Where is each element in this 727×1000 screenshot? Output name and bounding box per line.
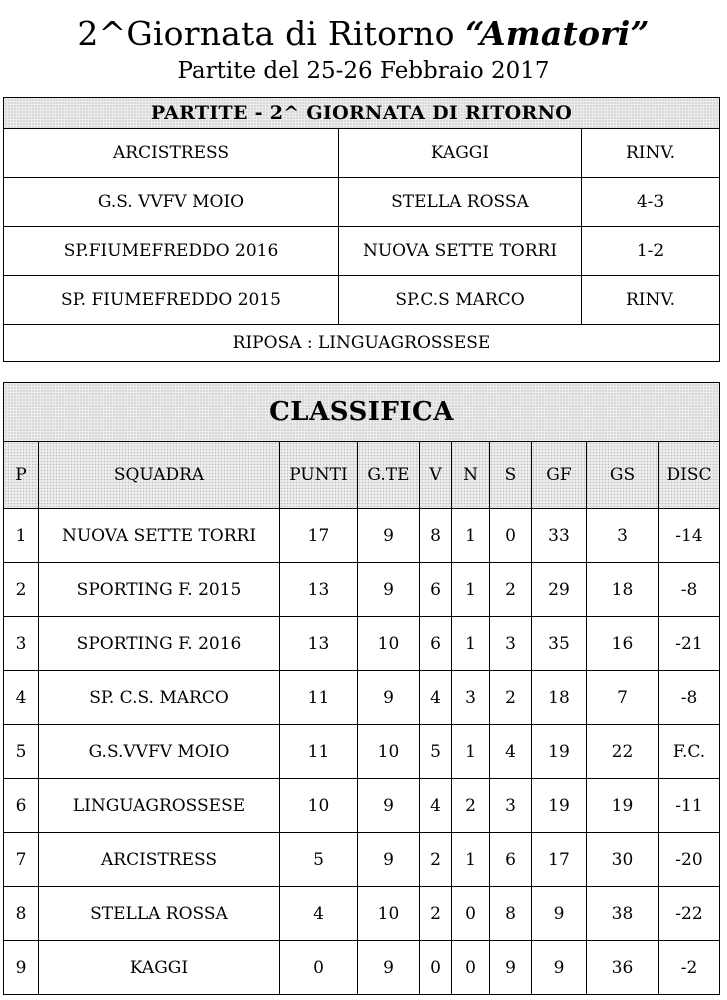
- standing-position: 8: [4, 887, 39, 941]
- page-title: [0, 14, 727, 53]
- standing-disc: -14: [659, 509, 720, 563]
- standing-team: SP. C.S. MARCO: [39, 671, 280, 725]
- match-away: KAGGI: [339, 129, 582, 178]
- standing-goals-against: 30: [587, 833, 659, 887]
- standing-played: 9: [358, 563, 420, 617]
- standing-draws: 1: [452, 725, 490, 779]
- match-row: [4, 227, 720, 276]
- col-header-goals-against: GS: [587, 442, 659, 509]
- standing-position: 4: [4, 671, 39, 725]
- standing-played: 10: [358, 725, 420, 779]
- standings-title: CLASSIFICA: [4, 383, 720, 442]
- standing-wins: 6: [420, 617, 452, 671]
- standing-points: 11: [280, 671, 358, 725]
- standings-row: [4, 779, 720, 833]
- col-header-disc: DISC: [659, 442, 720, 509]
- standing-position: 9: [4, 941, 39, 995]
- standing-disc: -20: [659, 833, 720, 887]
- standings-row: [4, 887, 720, 941]
- standing-played: 9: [358, 509, 420, 563]
- standing-draws: 1: [452, 509, 490, 563]
- match-home: SP. FIUMEFREDDO 2015: [4, 276, 339, 325]
- match-row: [4, 129, 720, 178]
- match-result: RINV.: [582, 276, 720, 325]
- standing-team: SPORTING F. 2015: [39, 563, 280, 617]
- matches-table: [3, 97, 720, 362]
- col-header-wins: V: [420, 442, 452, 509]
- standings-column-headers: [4, 442, 720, 509]
- standing-team: SPORTING F. 2016: [39, 617, 280, 671]
- standing-losses: 8: [490, 887, 532, 941]
- standings-table: [3, 382, 720, 995]
- standing-goals-for: 29: [532, 563, 587, 617]
- match-home: ARCISTRESS: [4, 129, 339, 178]
- match-away: STELLA ROSSA: [339, 178, 582, 227]
- standing-position: 1: [4, 509, 39, 563]
- standing-played: 9: [358, 833, 420, 887]
- standing-disc: -8: [659, 563, 720, 617]
- standing-points: 17: [280, 509, 358, 563]
- standing-points: 13: [280, 563, 358, 617]
- standings-row: [4, 725, 720, 779]
- standing-wins: 4: [420, 671, 452, 725]
- standing-team: ARCISTRESS: [39, 833, 280, 887]
- standing-wins: 2: [420, 833, 452, 887]
- standings-title-row: [4, 383, 720, 442]
- standing-points: 0: [280, 941, 358, 995]
- standing-played: 10: [358, 887, 420, 941]
- standing-goals-against: 19: [587, 779, 659, 833]
- col-header-position: P: [4, 442, 39, 509]
- standing-played: 9: [358, 671, 420, 725]
- standing-goals-for: 18: [532, 671, 587, 725]
- standing-disc: F.C.: [659, 725, 720, 779]
- standing-points: 11: [280, 725, 358, 779]
- standings-row: [4, 563, 720, 617]
- standing-draws: 1: [452, 563, 490, 617]
- standing-played: 9: [358, 779, 420, 833]
- title-main: 2^Giornata di Ritorno: [77, 14, 466, 53]
- standing-points: 5: [280, 833, 358, 887]
- standing-team: LINGUAGROSSESE: [39, 779, 280, 833]
- standings-row: [4, 671, 720, 725]
- standing-goals-for: 19: [532, 779, 587, 833]
- col-header-losses: S: [490, 442, 532, 509]
- standing-goals-against: 16: [587, 617, 659, 671]
- match-away: SP.C.S MARCO: [339, 276, 582, 325]
- standing-draws: 1: [452, 833, 490, 887]
- match-row: [4, 178, 720, 227]
- standing-losses: 0: [490, 509, 532, 563]
- matches-title: PARTITE - 2^ GIORNATA DI RITORNO: [4, 98, 720, 129]
- standing-draws: 3: [452, 671, 490, 725]
- standing-goals-against: 3: [587, 509, 659, 563]
- standings-row: [4, 509, 720, 563]
- standing-losses: 3: [490, 779, 532, 833]
- standing-played: 9: [358, 941, 420, 995]
- match-result: 1-2: [582, 227, 720, 276]
- standing-draws: 1: [452, 617, 490, 671]
- standing-disc: -2: [659, 941, 720, 995]
- standing-disc: -8: [659, 671, 720, 725]
- standing-goals-for: 19: [532, 725, 587, 779]
- standing-goals-for: 17: [532, 833, 587, 887]
- rest-team: RIPOSA : LINGUAGROSSESE: [4, 325, 720, 362]
- page-subtitle: Partite del 25-26 Febbraio 2017: [177, 58, 550, 84]
- standing-goals-against: 18: [587, 563, 659, 617]
- standing-draws: 2: [452, 779, 490, 833]
- standing-disc: -11: [659, 779, 720, 833]
- match-result: RINV.: [582, 129, 720, 178]
- standing-goals-for: 9: [532, 941, 587, 995]
- match-home: SP.FIUMEFREDDO 2016: [4, 227, 339, 276]
- standing-draws: 0: [452, 941, 490, 995]
- standing-wins: 8: [420, 509, 452, 563]
- standings-rows: [4, 509, 720, 995]
- standing-goals-for: 33: [532, 509, 587, 563]
- title-emphasis: “Amatori”: [465, 14, 650, 53]
- standing-points: 13: [280, 617, 358, 671]
- col-header-points: PUNTI: [280, 442, 358, 509]
- standing-position: 6: [4, 779, 39, 833]
- standing-position: 3: [4, 617, 39, 671]
- standing-disc: -22: [659, 887, 720, 941]
- matches-header-row: [4, 98, 720, 129]
- standing-wins: 0: [420, 941, 452, 995]
- standings-row: [4, 617, 720, 671]
- standing-goals-against: 38: [587, 887, 659, 941]
- standing-goals-against: 36: [587, 941, 659, 995]
- standing-position: 5: [4, 725, 39, 779]
- standing-losses: 2: [490, 563, 532, 617]
- match-away: NUOVA SETTE TORRI: [339, 227, 582, 276]
- standing-position: 7: [4, 833, 39, 887]
- col-header-goals-for: GF: [532, 442, 587, 509]
- standing-points: 10: [280, 779, 358, 833]
- standing-played: 10: [358, 617, 420, 671]
- standings-row: [4, 833, 720, 887]
- standing-goals-for: 9: [532, 887, 587, 941]
- col-header-played: G.TE: [358, 442, 420, 509]
- standing-goals-against: 7: [587, 671, 659, 725]
- standing-goals-for: 35: [532, 617, 587, 671]
- match-result: 4-3: [582, 178, 720, 227]
- standing-draws: 0: [452, 887, 490, 941]
- standing-position: 2: [4, 563, 39, 617]
- standing-team: G.S.VVFV MOIO: [39, 725, 280, 779]
- match-row: [4, 276, 720, 325]
- rest-row: [4, 325, 720, 362]
- standing-wins: 5: [420, 725, 452, 779]
- standing-losses: 6: [490, 833, 532, 887]
- standing-wins: 6: [420, 563, 452, 617]
- standing-disc: -21: [659, 617, 720, 671]
- standing-wins: 4: [420, 779, 452, 833]
- standing-goals-against: 22: [587, 725, 659, 779]
- standing-points: 4: [280, 887, 358, 941]
- standing-team: KAGGI: [39, 941, 280, 995]
- standing-team: STELLA ROSSA: [39, 887, 280, 941]
- match-home: G.S. VVFV MOIO: [4, 178, 339, 227]
- standing-team: NUOVA SETTE TORRI: [39, 509, 280, 563]
- standing-losses: 9: [490, 941, 532, 995]
- standing-losses: 2: [490, 671, 532, 725]
- col-header-draws: N: [452, 442, 490, 509]
- standing-wins: 2: [420, 887, 452, 941]
- standings-row: [4, 941, 720, 995]
- standing-losses: 4: [490, 725, 532, 779]
- col-header-team: SQUADRA: [39, 442, 280, 509]
- standing-losses: 3: [490, 617, 532, 671]
